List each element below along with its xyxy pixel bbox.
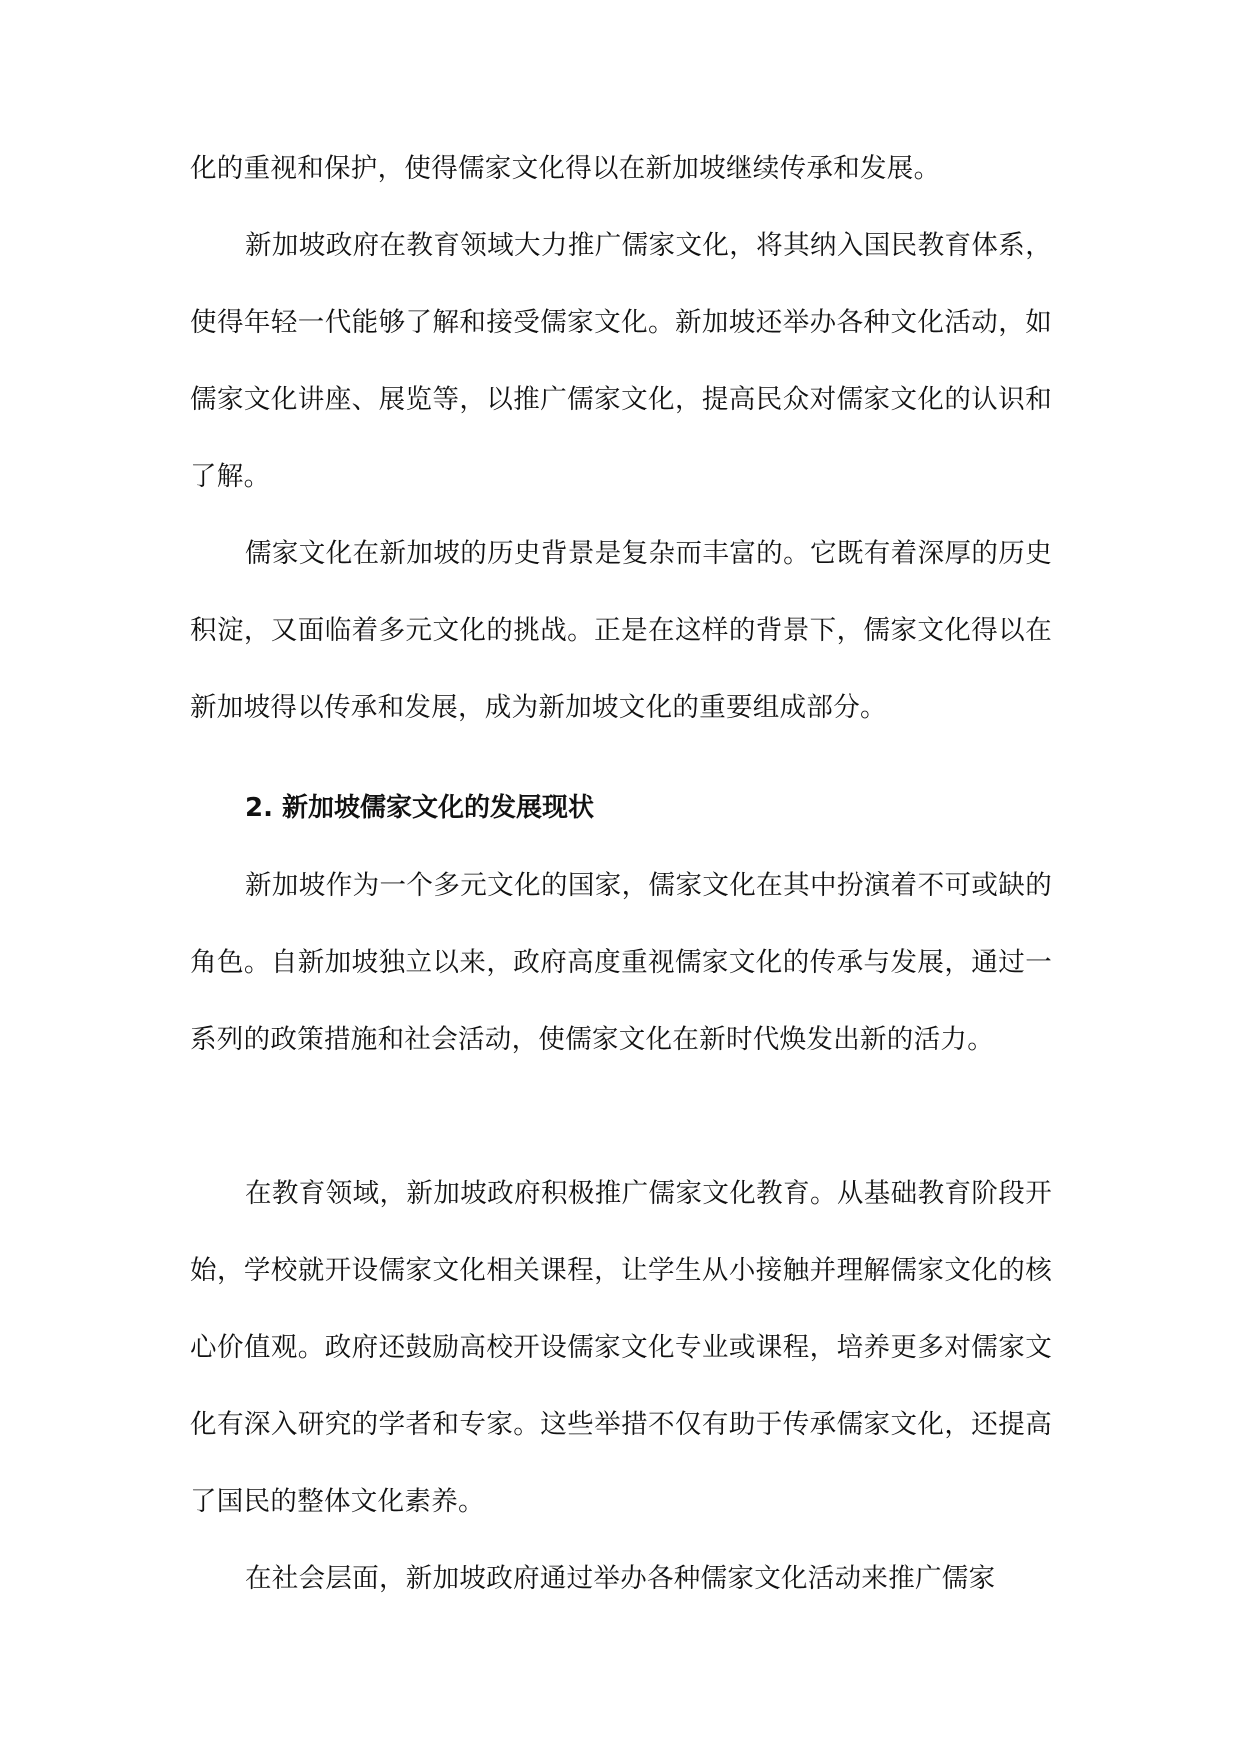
- paragraph-education-field: 在教育领域，新加坡政府积极推广儒家文化教育。从基础教育阶段开始，学校就开设儒家文化相关课程，让学生从小接触并理解儒家文化的核心价值观。政府还鼓励高校开设儒家文化专业或课程，培养更多对儒家文化有深入研究的学者和专家。这些举措不仅有助于传承儒家文化，还提高了国民的整体文化素养。: [190, 1178, 1052, 1517]
- paragraph-social-level: 在社会层面，新加坡政府通过举办各种儒家文化活动来推广儒家: [245, 1563, 996, 1594]
- paragraph-historical-background: 儒家文化在新加坡的历史背景是复杂而丰富的。它既有着深厚的历史积淀，又面临着多元文化的挑战。正是在这样的背景下，儒家文化得以在新加坡得以传承和发展，成为新加坡文化的重要组成部分。: [190, 538, 1052, 723]
- paragraph-continuation: 化的重视和保护，使得儒家文化得以在新加坡继续传承和发展。: [190, 153, 941, 184]
- section-heading: 2. 新加坡儒家文化的发展现状: [245, 793, 595, 823]
- paragraph-multicultural-role: 新加坡作为一个多元文化的国家，儒家文化在其中扮演着不可或缺的角色。自新加坡独立以来，政府高度重视儒家文化的传承与发展，通过一系列的政策措施和社会活动，使儒家文化在新时代焕发出新的活力。: [190, 870, 1052, 1055]
- paragraph-education-promotion: 新加坡政府在教育领域大力推广儒家文化，将其纳入国民教育体系，使得年轻一代能够了解和接受儒家文化。新加坡还举办各种文化活动，如儒家文化讲座、展览等，以推广儒家文化，提高民众对儒家文化的认识和了解。: [190, 230, 1052, 492]
